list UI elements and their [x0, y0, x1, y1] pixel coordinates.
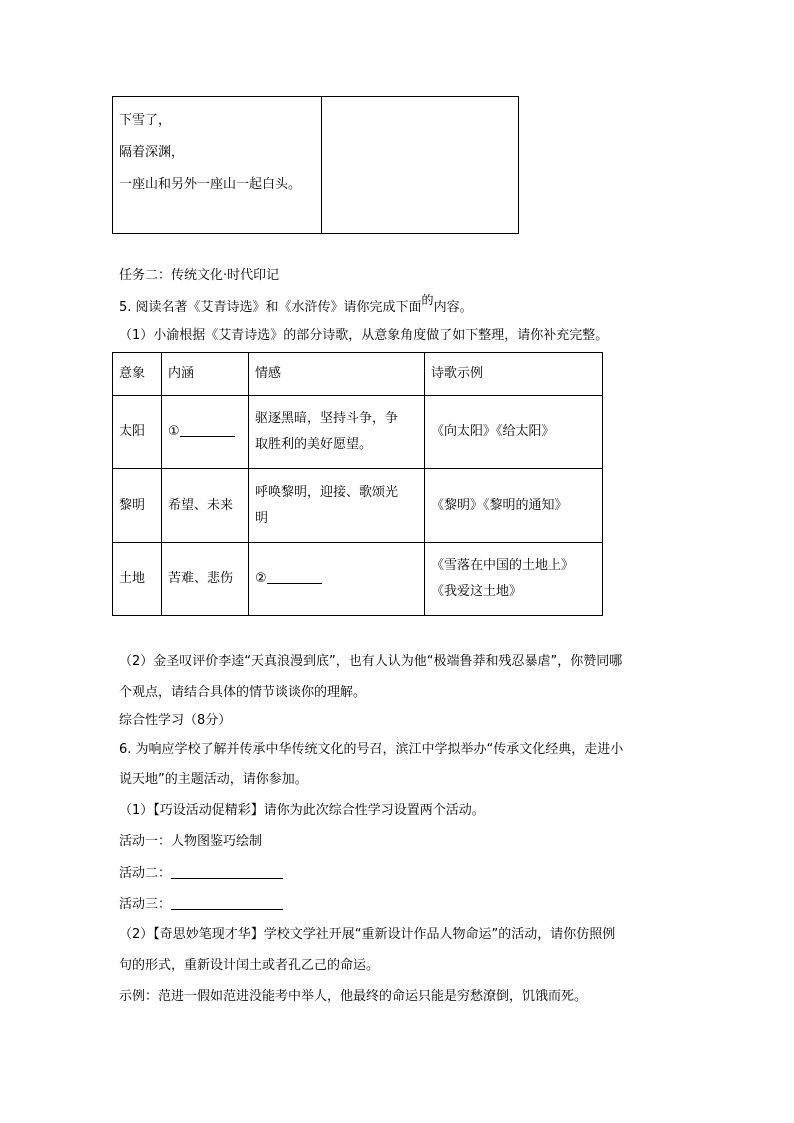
q6-example: 示例：范进一假如范进没能考中举人，他最终的命运只能是穷愁潦倒，饥饿而死。: [119, 989, 588, 1004]
poem-line: 一座山和另外一座山一起白头。: [119, 177, 302, 192]
q6-activity-2: [119, 864, 283, 883]
q6-sub1: （1）【巧设活动促精彩】请你为此次综合性学习设置两个活动。: [119, 803, 485, 818]
emotion-line: 明: [255, 510, 269, 526]
answer-blank-2[interactable]: [267, 569, 322, 584]
q6-sub2-line1: （2）【奇思妙笔现才华】学校文学社开展“重新设计作品人物命运”的活动，请你仿照例: [119, 927, 616, 942]
cell-examples: 《向太阳》《给太阳》: [425, 396, 603, 469]
cell-examples: [425, 543, 603, 616]
example-line: 《我爱这土地》: [431, 584, 523, 599]
cell-image: 黎明: [113, 469, 162, 543]
cell-emotion: [249, 396, 425, 469]
cell-image: 太阳: [113, 396, 162, 469]
q5-sub2-line2: 个观点，请结合具体的情节谈谈你的理解。: [119, 685, 367, 700]
cell-emotion: [249, 469, 425, 543]
q5-sub1: （1）小渝根据《艾青诗选》的部分诗歌，从意象角度做了如下整理，请你补充完整。: [119, 328, 609, 343]
poem-cell: [113, 97, 322, 234]
blank-marker: ①: [168, 424, 180, 439]
empty-answer-cell: [322, 97, 519, 234]
activity-2-label: 活动二：: [119, 866, 172, 881]
poem-line: 隔着深渊，: [119, 145, 185, 160]
emotion-line: 驱逐黑暗，坚持斗争，争: [255, 411, 399, 426]
q5-stem-sup: 的: [421, 293, 434, 307]
comprehensive-title: 综合性学习（8分）: [119, 713, 232, 728]
poem-line: 下雪了，: [119, 113, 172, 128]
activity-2-blank[interactable]: [171, 864, 283, 879]
cell-meaning: 希望、未来: [162, 469, 249, 543]
q6-activity-1: 活动一：人物图鉴巧绘制: [119, 834, 263, 849]
activity-3-blank[interactable]: [171, 895, 283, 910]
q6-activity-3: [119, 895, 283, 914]
cell-emotion: [249, 543, 425, 616]
answer-blank-1[interactable]: [180, 422, 235, 437]
emotion-line: 取胜利的美好愿望。: [255, 437, 373, 452]
q6-line2: 说天地”的主题活动，请你参加。: [119, 772, 308, 787]
q5-stem: [119, 293, 473, 317]
q5-stem-end: 内容。: [433, 300, 473, 315]
th-meaning: 内涵: [162, 353, 249, 396]
q5-sub2-line1: （2）金圣叹评价李逵“天真浪漫到底”，也有人认为他“极端鲁莽和残忍暴虐”，你赞同哪: [119, 654, 623, 669]
activity-3-label: 活动三：: [119, 897, 172, 912]
cell-meaning: 苦难、悲伤: [162, 543, 249, 616]
cell-image: 土地: [113, 543, 162, 616]
cell-meaning: [162, 396, 249, 469]
poem-table: [112, 96, 519, 234]
q6-line1: 6. 为响应学校了解并传承中华传统文化的号召，滨江中学拟举办“传承文化经典，走进小: [119, 742, 624, 757]
th-examples: 诗歌示例: [425, 353, 603, 396]
task2-title: 任务二：传统文化·时代印记: [119, 268, 280, 283]
emotion-line: 呼唤黎明，迎接、歌颂光: [255, 484, 399, 500]
q6-sub2-line2: 句的形式，重新设计闰土或者孔乙己的命运。: [119, 958, 380, 973]
imagery-table: [112, 352, 603, 616]
cell-examples: 《黎明》《黎明的通知》: [425, 469, 603, 543]
q5-stem-text: 5. 阅读名著《艾青诗选》和《水浒传》请你完成下面: [119, 300, 422, 315]
blank-marker: ②: [255, 571, 267, 586]
example-line: 《雪落在中国的土地上》: [431, 558, 575, 573]
th-emotion: 情感: [249, 353, 425, 396]
th-image: 意象: [113, 353, 162, 396]
